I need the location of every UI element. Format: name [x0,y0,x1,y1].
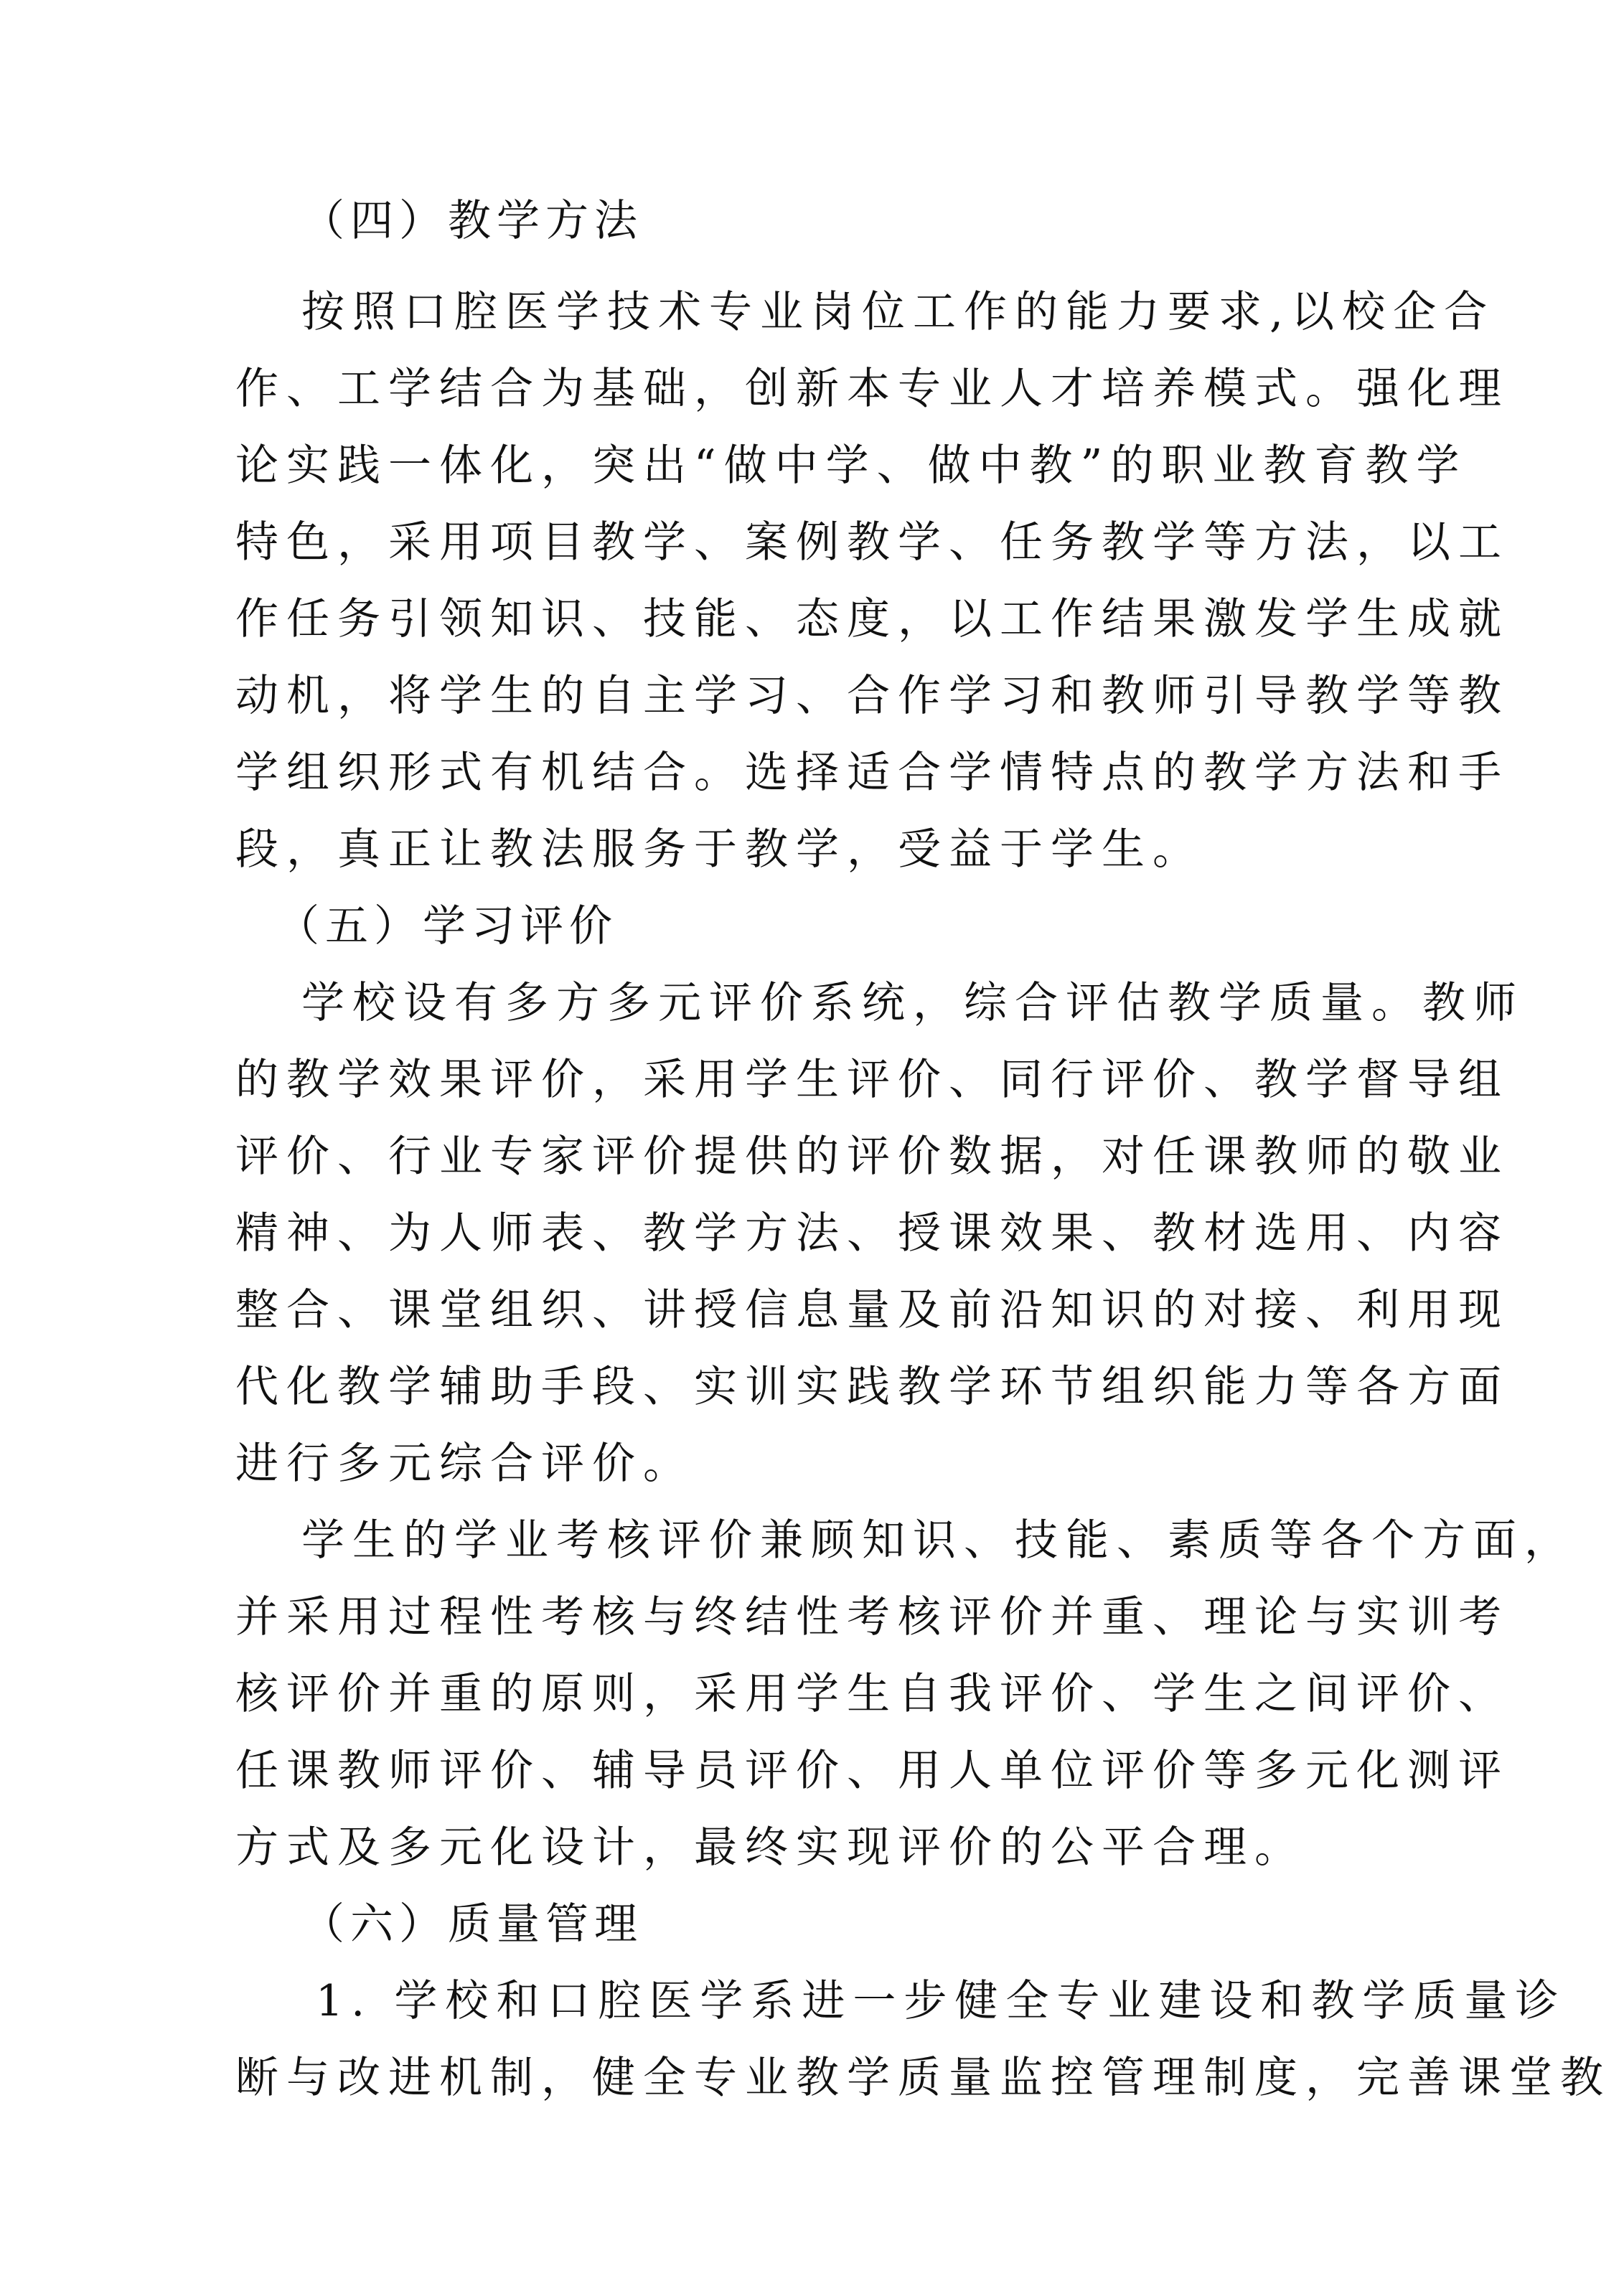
paragraph-line: 方式及多元化设计，最终实现评价的公平合理。 [235,1822,1305,1873]
paragraph-line: 精神、为人师表、教学方法、授课效果、教材选用、内容 [235,1208,1509,1258]
paragraph-line: 1. 学校和口腔医学系进一步健全专业建设和教学质量诊 [316,1976,1567,2026]
paragraph-line: 任课教师评价、辅导员评价、用人单位评价等多元化测评 [235,1746,1509,1796]
section-heading-learning-evaluation: （五）学习评价 [276,901,618,951]
paragraph-line: 特色，采用项目教学、案例教学、任务教学等方法，以工 [235,517,1509,568]
paragraph-line: 作、工学结合为基础，创新本专业人才培养模式。强化理 [235,364,1509,414]
paragraph-line: 按照口腔医学技术专业岗位工作的能力要求,以校企合 [301,287,1496,337]
paragraph-line: 整合、课堂组织、讲授信息量及前沿知识的对接、利用现 [235,1285,1509,1335]
paragraph-line: 核评价并重的原则，采用学生自我评价、学生之间评价、 [235,1669,1509,1719]
paragraph-line: 动机，将学生的自主学习、合作学习和教师引导教学等教 [235,671,1509,721]
paragraph-line: 代化教学辅助手段、实训实践教学环节组织能力等各方面 [235,1362,1509,1412]
paragraph-line: 的教学效果评价，采用学生评价、同行评价、教学督导组 [235,1055,1509,1105]
section-heading-quality-management: （六）质量管理 [301,1899,643,1949]
paragraph-line: 进行多元综合评价。 [235,1439,694,1489]
paragraph-line: 学组织形式有机结合。选择适合学情特点的教学方法和手 [235,748,1509,798]
paragraph-line: 论实践一体化，突出“做中学、做中教”的职业教育教学 [235,441,1468,491]
paragraph-line: 作任务引领知识、技能、态度，以工作结果激发学生成就 [235,594,1509,644]
paragraph-line: 评价、行业专家评价提供的评价数据，对任课教师的敬业 [235,1131,1509,1182]
paragraph-line: 学生的学业考核评价兼顾知识、技能、素质等各个方面， [301,1515,1575,1566]
paragraph-line: 段，真正让教法服务于教学，受益于学生。 [235,824,1203,875]
section-heading-teaching-methods: （四）教学方法 [301,196,643,246]
paragraph-line: 断与改进机制，健全专业教学质量监控管理制度，完善课堂教 [235,2053,1611,2103]
paragraph-line: 学校设有多方多元评价系统，综合评估教学质量。教师 [301,978,1524,1028]
paragraph-line: 并采用过程性考核与终结性考核评价并重、理论与实训考 [235,1592,1509,1642]
